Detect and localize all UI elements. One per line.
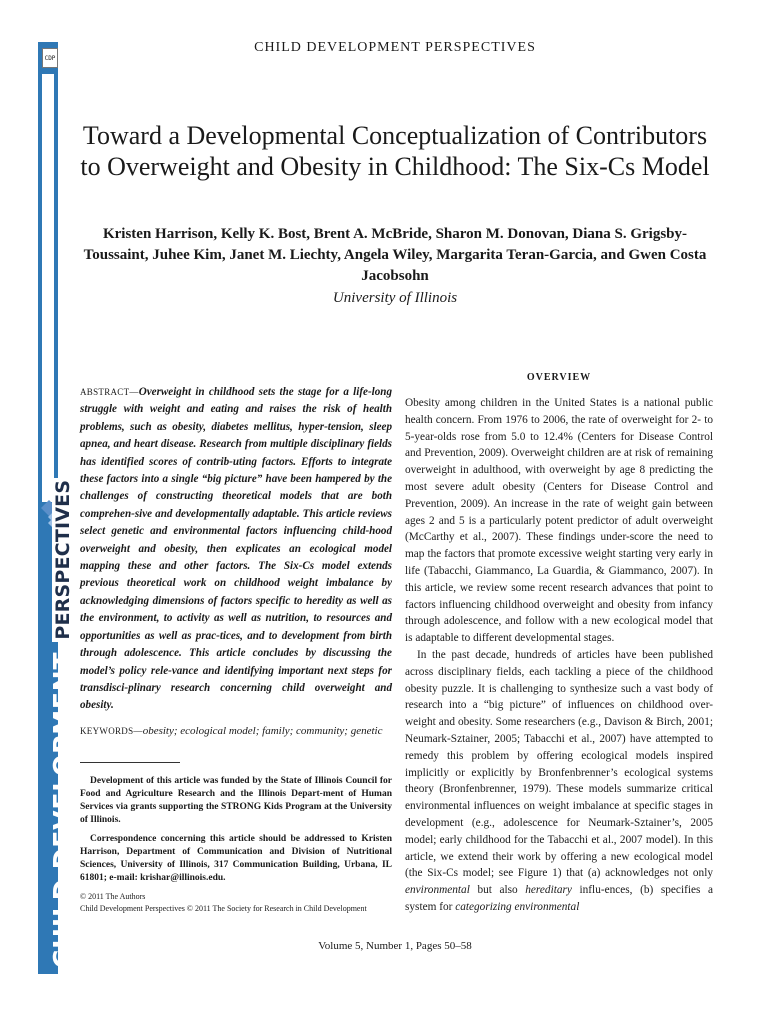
article-affiliation: University of Illinois [332, 290, 458, 306]
para2-text-1: In the past decade, hundreds of articles have been published across disciplinary fields, each tackling a piece of the childhood obesity puzzle. It is challenging to synthesize such a vast body of research into a “big picture” of influences on childhood over-weight and obesity. Some researchers (e.g., Davison & Birch, 2001; Neumark-Sztainer, 2005; Tabacchi et al., 2007) have attempted to remedy this problem by offering ecological models inspired implicitly or explicitly by Bronfenbrenner’s ecological systems theory (Bronfenbrenner, 1979). These models summarize critical environmental influences on weight imbalance at specific stages in development (e.g., adolescence for Neumark-Sztainer’s, 2005 model; early childhood for the Tabacchi et al., 2007 model). In this article, we extend their work by offering a new ecological model (the Six-Cs model; see Figure 1) that (a) acknowledges not only [405, 648, 713, 880]
keywords [80, 723, 392, 740]
left-column [80, 384, 392, 915]
spine-title-main: CHILD DEVELOPMENT [48, 651, 77, 968]
copyright-authors: © 2011 The Authors [80, 891, 146, 901]
page-footer: Volume 5, Number 1, Pages 50–58 [318, 940, 472, 952]
para2-emphasis-hereditary: hereditary [525, 884, 572, 897]
funding-note: Development of this article was funded by the State of Illinois Council for Food and Agriculture Research and the Illinois Depart-ment of Human Services via grants supporting the STRONG Kids Program at the University of Illinois. [80, 775, 392, 825]
journal-logo [42, 48, 58, 68]
keywords-text: obesity; ecological model; family; community; genetic [142, 724, 383, 737]
right-column [405, 372, 713, 916]
article-authors: Kristen Harrison, Kelly K. Bost, Brent A. McBride, Sharon M. Donovan, Diana S. Grigsby-Toussaint, Juhee Kim, Janet M. Liechty, Angela Wiley, Margarita Teran-Garcia, and Gwen Costa Jacobsohn [83, 226, 707, 284]
spine-title [48, 478, 77, 968]
spine-white-panel [42, 74, 54, 502]
overview-paragraph-2 [405, 647, 713, 916]
overview-heading: OVERVIEW [526, 372, 592, 383]
keywords-label: KEYWORDS— [80, 725, 143, 736]
overview-paragraph-1: Obesity among children in the United States is a national public health concern. From 1976 to 2006, the rate of overweight for 2- to 5-year-olds rose from 5.0 to 12.4% (Centers for Disease Control and Prevention, 2009). Overweight children are at risk of remaining overweight in adulthood, with overweight by age 8 predicting the most severe adult obesity (Centers for Disease Control and Prevention, 2009). An increase in the rate of weight gain between ages 2 and 5 is a particularly potent predictor of adult overweight (McCarthy et al., 2007). These findings under-score the need to map the factors that promote excessive weight starting very early in life (Tabacchi, Giammanco, La Guardia, & Giammanco, 2007). In this article, we review some recent research advances that point to factors influencing childhood overweight and obesity from infancy through adolescence, and follow with a new ecological model that is adaptable to different developmental stages. [405, 397, 713, 645]
abstract-text: Overweight in childhood sets the stage for a life-long struggle with weight and eating and raises the risk of health problems, such as obesity, diabetes mellitus, hyper-tension, sleep apnea, and heart disease. Research from multiple disciplinary fields has identified scores of contrib-uting factors. Efforts to integrate these factors into a single “big picture” have been hampered by the challenges of constructing theoretical models that are both comprehen-sive and developmentally adaptable. This article reviews select genetic and environmental factors influencing child-hood overweight and obesity, then explicates an ecological model mapping these and other factors. The Six-Cs model extends previous theoretical work on childhood weight imbalance by acknowledging dimensions of factors specific to heredity as well as the environment, to activity as well as nutrition, to resources and opportunities as well as prac-tices, and to development from birth through adolescence. This article concludes by discussing the model’s policy rele-vance and identifying important next steps for transdisci-plinary research concerning child overweight and obesity. [80, 386, 392, 712]
copyright-society: Child Development Perspectives © 2011 The Society for Research in Child Development [80, 903, 367, 913]
journal-header: CHILD DEVELOPMENT PERSPECTIVES [254, 40, 536, 55]
journal-logo-text: CDP [44, 54, 56, 62]
para2-emphasis-categorizing: categorizing environmental [455, 900, 580, 913]
spine-title-secondary: PERSPECTIVES [51, 479, 74, 640]
article-title: Toward a Developmental Conceptualization of Contributors to Overweight and Obesity in Childhood: The Six-Cs Model [80, 121, 710, 181]
abstract-label: ABSTRACT— [80, 387, 139, 397]
abstract [80, 384, 392, 715]
para2-emphasis-environmental: environmental [405, 884, 470, 897]
footnote-rule [80, 762, 180, 763]
para2-text-2: but also [469, 884, 526, 897]
correspondence-note: Correspondence concerning this article should be addressed to Kristen Harrison, Department of Communication and Division of Nutritional Sciences, University of Illinois, 317 Communication Building, Urbana, IL 61801; e-mail: krishar@illinois.edu. [80, 833, 392, 883]
para2-text-3: influ-ences, (b) specifies a system for [405, 884, 714, 913]
